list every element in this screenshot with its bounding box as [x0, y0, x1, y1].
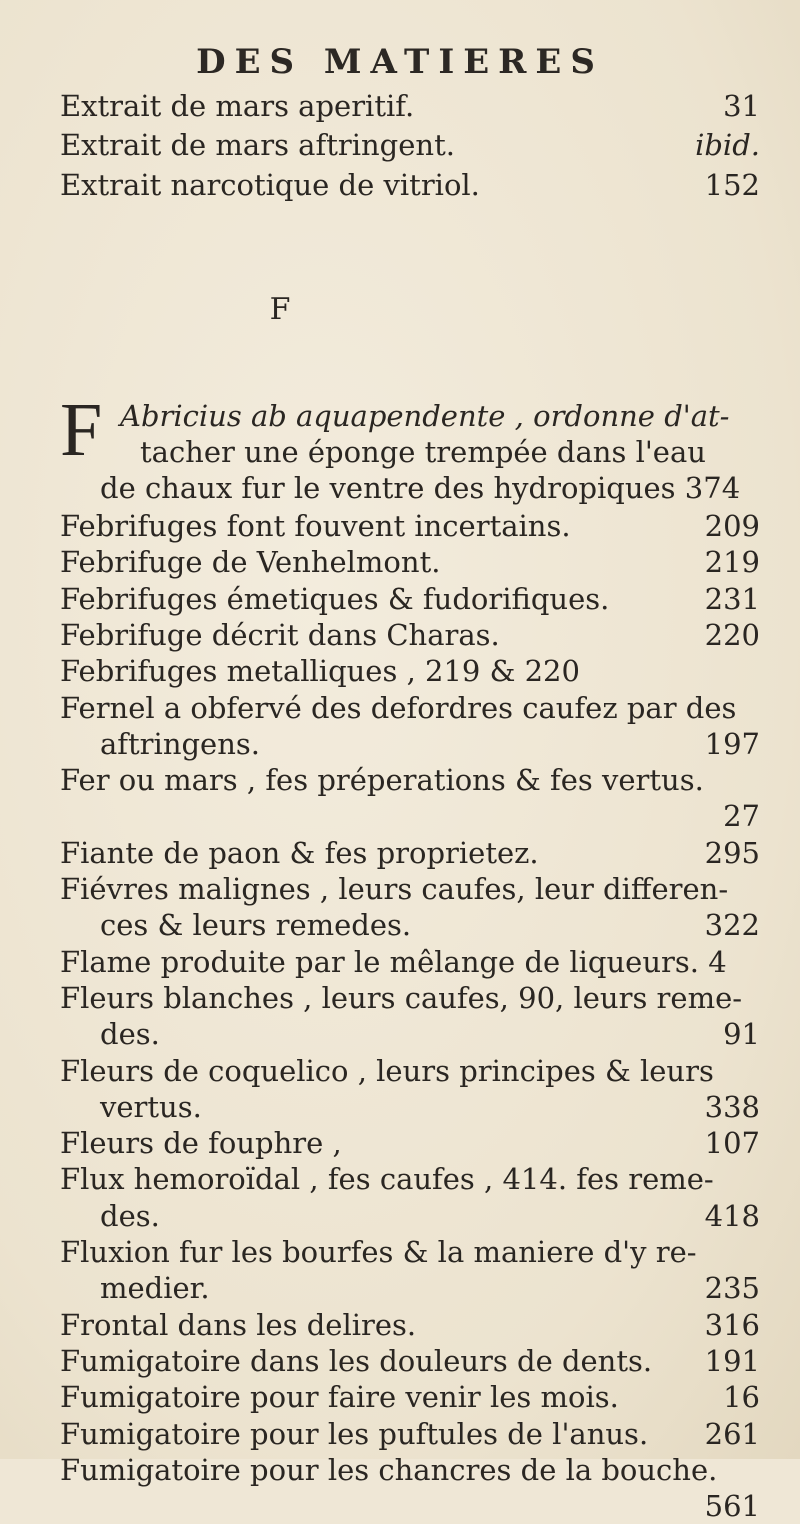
- page-ref: 261: [704, 1416, 760, 1451]
- entry-text: Flux hemoroïdal , fes caufes , 414. fes reme-: [60, 1162, 714, 1197]
- entry-text: ces & leurs remedes.: [100, 908, 412, 943]
- page-ref: 231: [704, 581, 760, 616]
- page-ref: ibid.: [695, 128, 760, 162]
- entry-text: Fleurs blanches , leurs caufes, 90, leurs reme-: [60, 980, 743, 1015]
- entry-text: Flame produite par le mêlange de liqueurs. 4: [60, 944, 727, 979]
- index-entry: [60, 1125, 760, 1161]
- index-entry: [100, 1016, 760, 1052]
- page-ref: 220: [704, 617, 760, 652]
- page-ref: 91: [723, 1017, 760, 1052]
- drop-cap: F: [60, 388, 103, 472]
- index-entry: [60, 690, 760, 726]
- index-entry: [60, 88, 760, 124]
- index-entry: [100, 1198, 760, 1234]
- section-letter: F: [269, 292, 291, 327]
- index-entry: [60, 581, 760, 617]
- index-entry: [60, 1053, 760, 1089]
- index-entry: [100, 1270, 760, 1306]
- page-ref: 316: [704, 1307, 760, 1342]
- entry-text: Fluxion fur les bourfes & la maniere d'y re-: [60, 1235, 697, 1269]
- page-ref: 16: [723, 1380, 760, 1415]
- entry-text: medier.: [100, 1271, 210, 1306]
- page-ref: 418: [704, 1198, 760, 1233]
- entry-text: vertus.: [100, 1089, 202, 1124]
- index-entry: [100, 726, 760, 762]
- index-entry: [60, 871, 760, 907]
- entry-text: Fumigatoire dans les douleurs de dents.: [60, 1343, 653, 1378]
- entry-text: Fumigatoire pour les puftules de l'anus.: [60, 1416, 649, 1451]
- entry-text: Fer ou mars , fes préperations & fes vertus.: [60, 763, 704, 798]
- entry-text: Fiévres malignes , leurs caufes, leur differen-: [60, 872, 729, 906]
- index-entry: [60, 653, 760, 689]
- index-entry: [60, 1416, 760, 1452]
- page-ref: 338: [704, 1089, 760, 1124]
- entry-text: Extrait de mars aftringent.: [60, 128, 455, 162]
- entry-text: Extrait de mars aperitif.: [60, 89, 415, 123]
- entry-text: Fernel a obfervé des defordres caufez par des: [60, 690, 737, 725]
- entry-text: Frontal dans les delires.: [60, 1307, 417, 1342]
- page-ref: 322: [704, 908, 760, 943]
- index-entry-first-cont: [140, 434, 760, 470]
- page-ref: 561: [704, 1489, 760, 1524]
- index-entry: [60, 944, 760, 980]
- index-entry: [60, 1343, 760, 1379]
- index-entry: [60, 544, 760, 580]
- entry-text: Febrifuges émetiques & fudorifiques.: [60, 581, 610, 616]
- entry-text: tacher une éponge trempée dans l'eau: [140, 435, 706, 469]
- running-head: DES MATIERES: [196, 42, 604, 82]
- entry-text: de chaux fur le ventre des hydropiques 374: [100, 471, 741, 505]
- entry-text: Abricius ab aquapendente , ordonne d'at-: [120, 399, 730, 433]
- entry-text: Febrifuges metalliques , 219 & 220: [60, 654, 580, 689]
- entry-text: Fumigatoire pour les chancres de la bouche.: [60, 1452, 718, 1487]
- entry-text: Fleurs de coquelico , leurs principes & leurs: [60, 1053, 714, 1088]
- page-ref: 27: [723, 799, 760, 834]
- entry-text: Fumigatoire pour faire venir les mois.: [60, 1380, 619, 1415]
- entry-text: Febrifuge de Venhelmont.: [60, 545, 441, 580]
- entry-text: des.: [100, 1198, 160, 1233]
- page-ref: 31: [723, 89, 760, 123]
- page-ref: 235: [704, 1271, 760, 1306]
- index-entry: [100, 907, 760, 943]
- page-ref: 219: [704, 545, 760, 580]
- entry-text: Fiante de paon & fes proprietez.: [60, 835, 539, 870]
- index-entry: [60, 508, 760, 544]
- page-ref: 209: [704, 509, 760, 543]
- page-ref: 295: [704, 835, 760, 870]
- entry-text: Febrifuge décrit dans Charas.: [60, 617, 500, 652]
- entry-text: Febrifuges font fouvent incertains.: [60, 509, 571, 543]
- index-entry: [60, 980, 760, 1016]
- index-entry: [60, 167, 760, 203]
- index-entry: [60, 617, 760, 653]
- entry-text: Extrait narcotique de vitriol.: [60, 168, 480, 202]
- index-entry: [60, 1379, 760, 1415]
- entry-text: des.: [100, 1017, 160, 1052]
- index-entry: [100, 1089, 760, 1125]
- index-entry: [60, 1161, 760, 1197]
- index-entry: [60, 1452, 760, 1488]
- page-ref: 107: [704, 1126, 760, 1161]
- entry-text: aftringens.: [100, 726, 260, 761]
- index-entry: [60, 1234, 760, 1270]
- index-entry-first-cont: [100, 470, 760, 506]
- index-entry: [60, 127, 760, 163]
- page-ref: 191: [704, 1343, 760, 1378]
- index-entry-first: [120, 398, 760, 434]
- index-entry: [60, 1307, 760, 1343]
- page-ref: 152: [704, 168, 760, 202]
- entry-text: Fleurs de fouphre ,: [60, 1126, 342, 1161]
- page-ref: 197: [704, 726, 760, 761]
- index-entry: [60, 762, 760, 798]
- index-entry: [60, 835, 760, 871]
